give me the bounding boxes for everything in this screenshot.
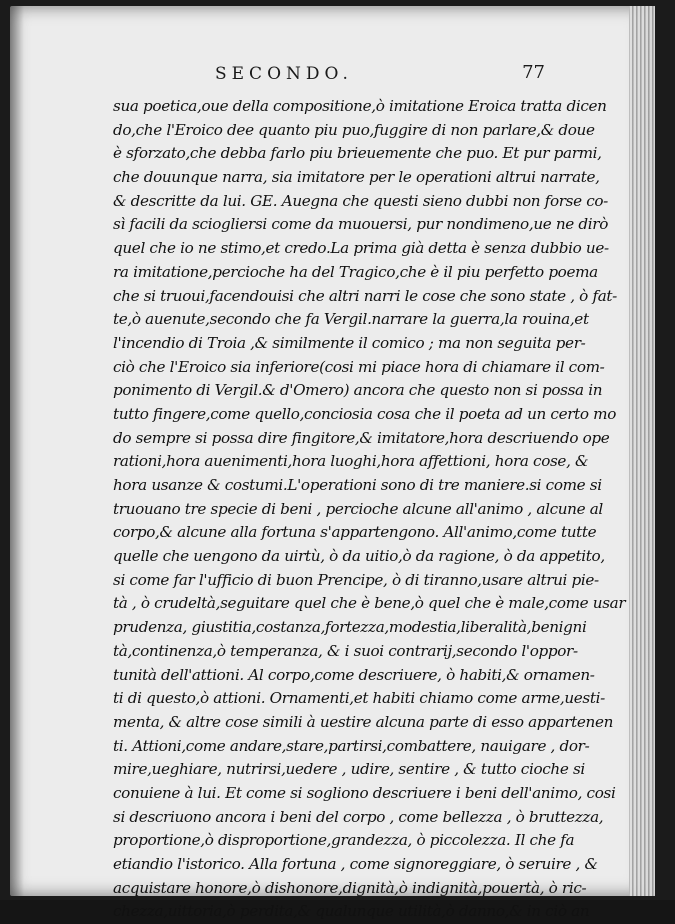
text-line: che douunque narra, sia imitatore per le operationi altrui narrate, (113, 168, 600, 187)
text-line: rationi,hora auenimenti,hora luoghi,hora affettioni, hora cose, & (113, 452, 589, 471)
text-line: acquistare honore,ò dishonore,dignità,ò indignità,pouertà, ò ric- (113, 878, 587, 897)
running-head: SECONDO. (215, 64, 353, 84)
text-line: ciò che l'Eroico sia inferiore(cosi mi piace hora di chiamare il com- (113, 357, 605, 376)
text-line: do,che l'Eroico dee quanto piu puo,fuggire di non parlare,& doue (113, 120, 595, 139)
text-line: tutto fingere,come quello,conciosia cosa che il poeta ad un certo mo (113, 404, 617, 423)
text-line: do sempre si possa dire fingitore,& imitatore,hora descriuendo ope (113, 428, 610, 447)
text-line: proportione,ò disproportione,grandezza, ò piccolezza. Il che fa (113, 831, 575, 850)
text-line: ra imitatione,percioche ha del Tragico,che è il piu perfetto poema (113, 262, 598, 281)
text-line: corpo,& alcune alla fortuna s'appartengono. All'animo,come tutte (113, 523, 597, 542)
text-line: tà,continenza,ò temperanza, & i suoi contrarij,secondo l'oppor- (113, 641, 578, 660)
text-line: & descritte da lui. GE. Auegna che questi sieno dubbi non forse co- (113, 191, 608, 210)
text-line: tà , ò crudeltà,seguitare quel che è bene,ò quel che è male,come usar (113, 594, 626, 613)
text-line: sua poetica,oue della compositione,ò imitatione Eroica tratta dicen (113, 97, 607, 115)
text-line: ponimento di Vergil.& d'Omero) ancora che questo non si possa in (113, 381, 603, 400)
text-line: conuiene à lui. Et come si sogliono descriuere i beni dell'animo, cosi (113, 783, 616, 802)
text-line: truouano tre specie di beni , percioche alcune all'animo , alcune al (113, 499, 603, 518)
page-gutter-shadow (10, 6, 24, 896)
text-line: che si truoui,facendouisi che altri narri le cose che sono state , ò fat- (113, 286, 617, 305)
text-line: sì facili da sciogliersi come da muouersi, pur nondimeno,ue ne dirò (113, 215, 609, 234)
paper-page (10, 6, 655, 921)
text-line: si come far l'ufficio di buon Prencipe, ò di tiranno,usare altrui pie- (113, 570, 599, 589)
page-header (215, 62, 545, 88)
text-line: si descriuono ancora i beni del corpo , come bellezza , ò bruttezza, (113, 807, 604, 826)
text-line: menta, & altre cose simili à uestire alcuna parte di esso appartenen (113, 712, 614, 731)
page-number: 77 (522, 62, 545, 83)
text-line: quel che io ne stimo,et credo.La prima già detta è senza dubbio ue- (113, 239, 609, 258)
text-line: quelle che uengono da uirtù, ò da uitio,ò da ragione, ò da appetito, (113, 547, 605, 566)
text-line: ti di questo,ò attioni. Ornamenti,et habiti chiamo come arme,uesti- (113, 689, 605, 708)
text-line: tunità dell'attioni. Al corpo,come descriuere, ò habiti,& ornamen- (113, 665, 595, 684)
text-line: prudenza, giustitia,costanza,fortezza,modestia,liberalità,benigni (113, 618, 587, 637)
text-line: l'incendio di Troia ,& similmente il comico ; ma non seguita per- (113, 333, 586, 352)
text-line: mire,ueghiare, nutrirsi,uedere , udire, sentire , & tutto cioche si (113, 760, 585, 779)
text-line: hora usanze & costumi.L'operationi sono di tre maniere.si come si (113, 476, 602, 494)
text-line: ti. Attioni,come andare,stare,partirsi,combattere, nauigare , dor- (113, 736, 590, 755)
text-line: te,ò auenute,secondo che fa Vergil.narrare la guerra,la rouina,et (113, 310, 589, 329)
body-text (113, 95, 626, 924)
stacked-page-edges (629, 6, 655, 896)
text-line: etiandio l'istorico. Alla fortuna , come signoreggiare, ò seruire , & (113, 855, 598, 873)
text-line: è sforzato,che debba farlo piu brieuemente che puo. Et pur parmi, (113, 144, 602, 163)
text-line: chezza,uittoria,ò perdita,& qualunque utilità,ò danno,& in ciò an (113, 902, 590, 921)
